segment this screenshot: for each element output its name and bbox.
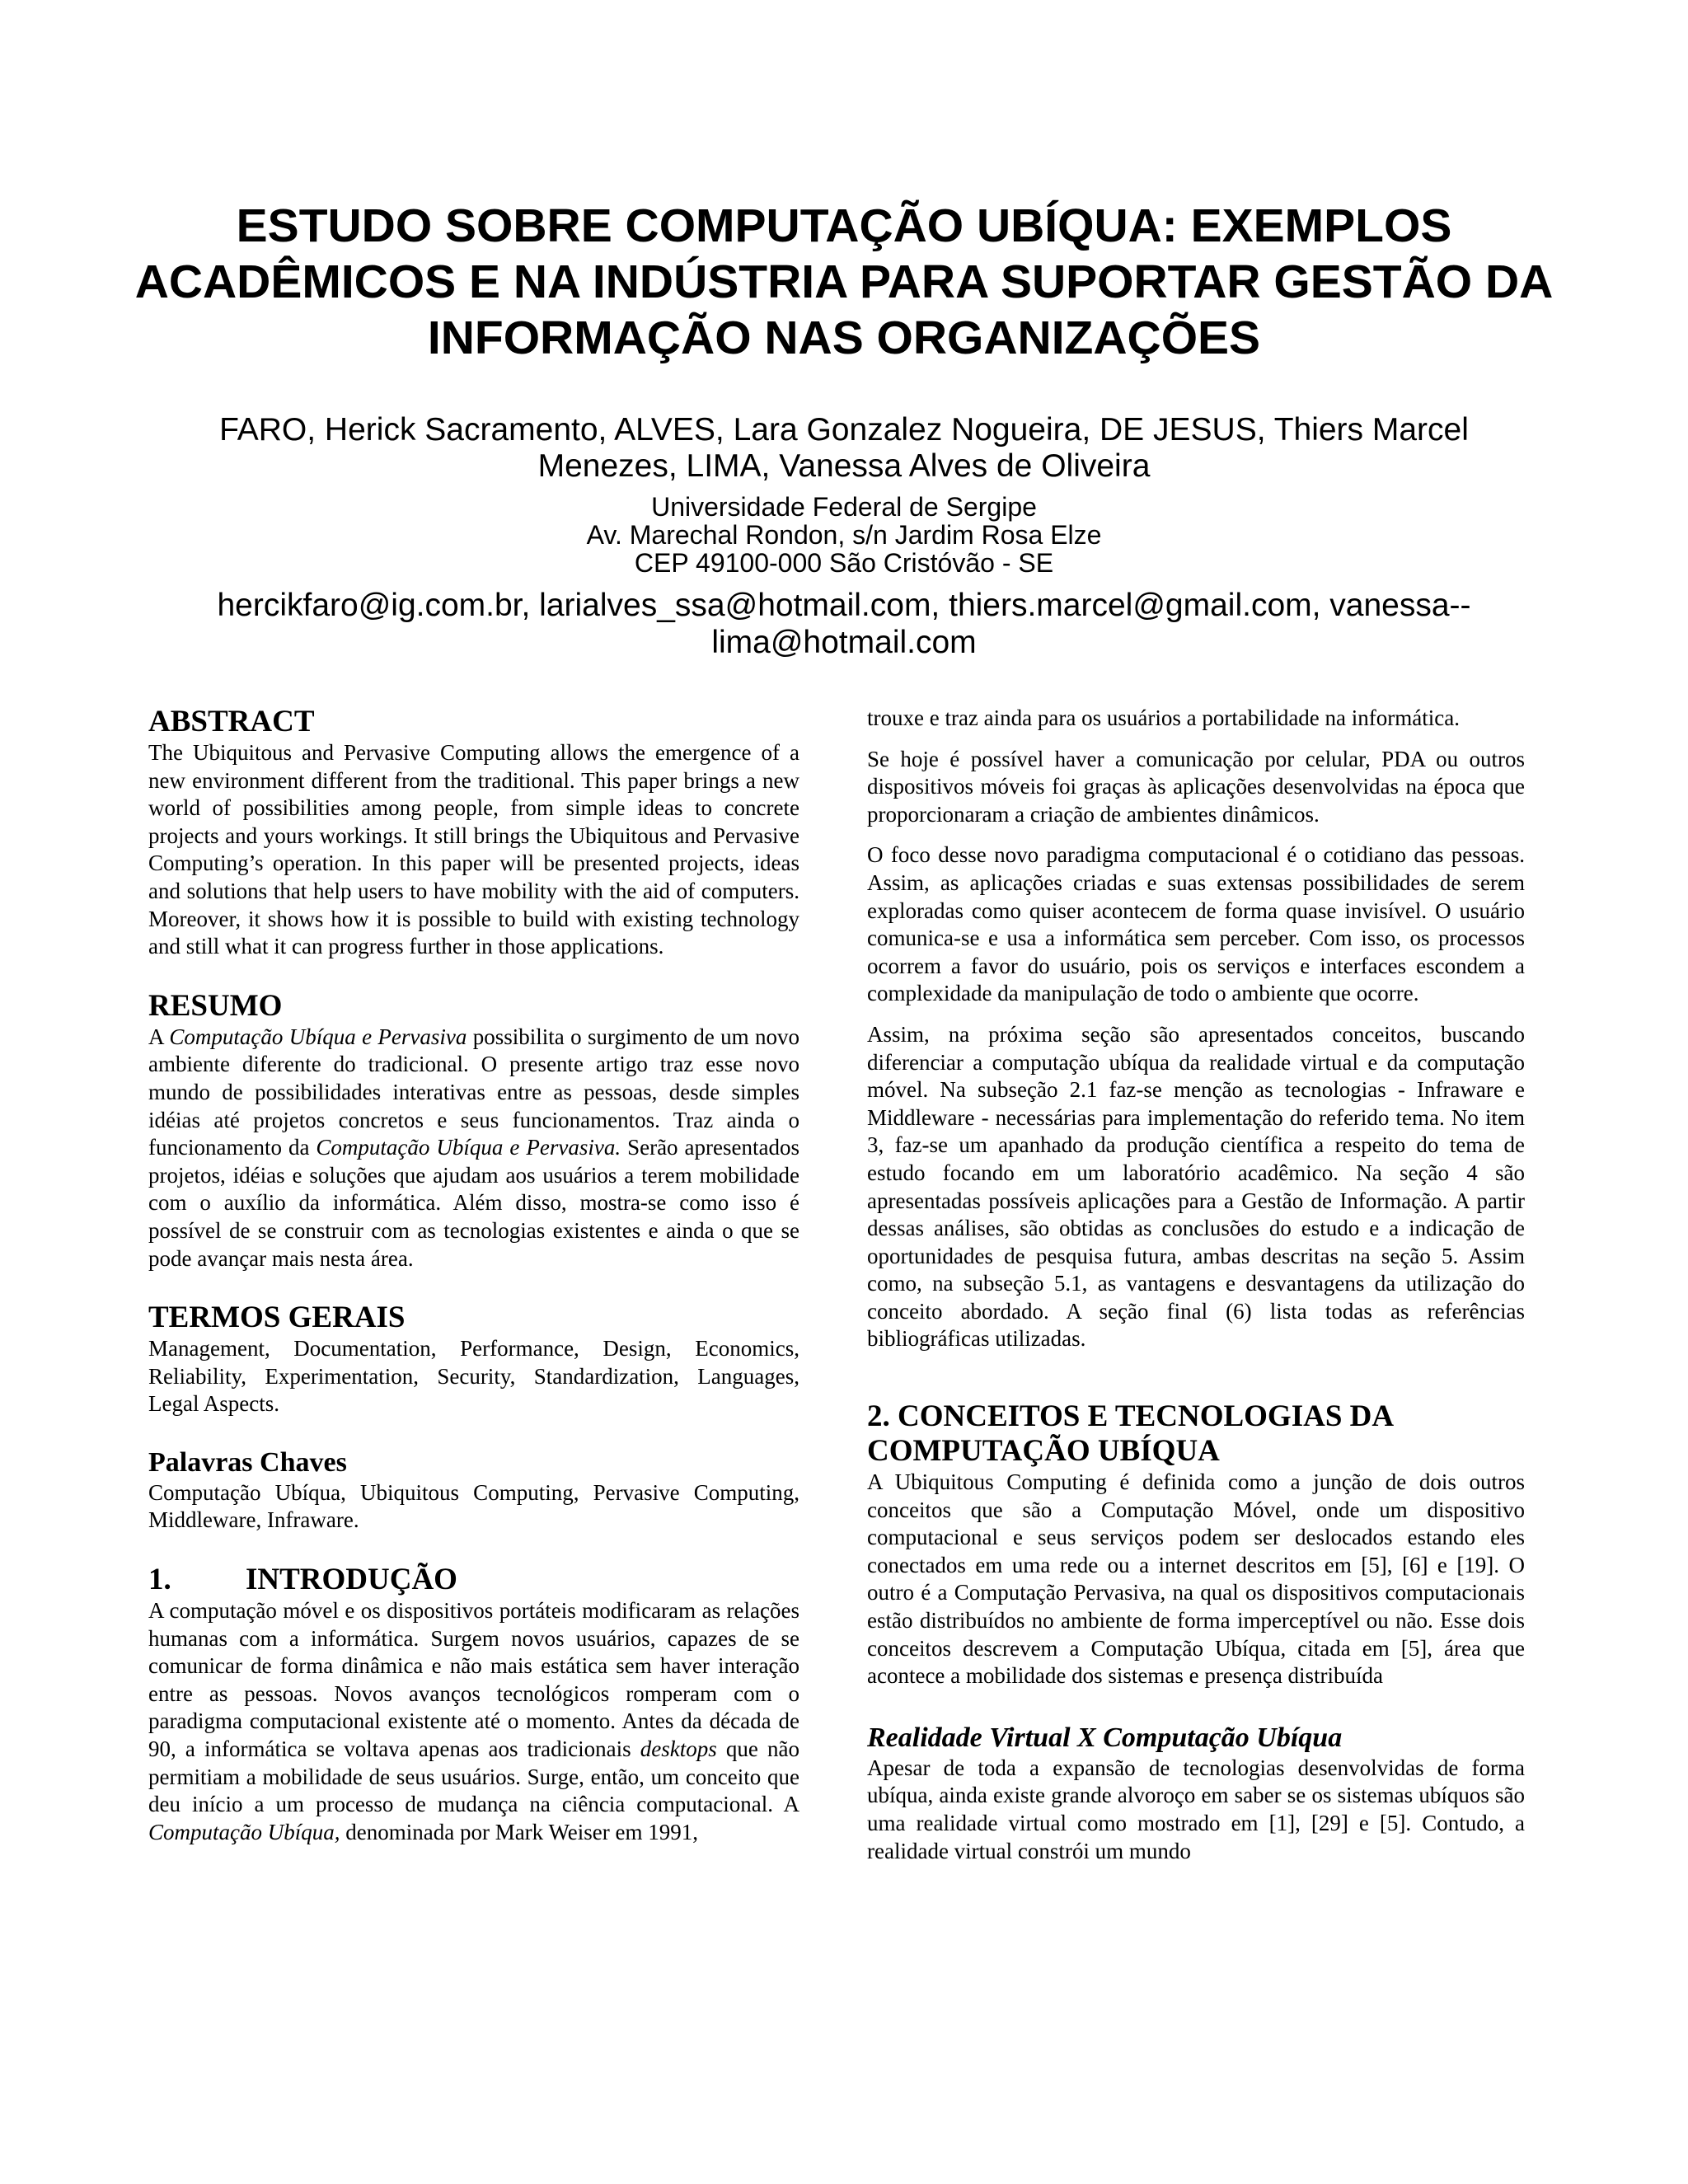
subsection-text: Apesar de toda a expansão de tecnologias desenvolvidas de forma ubíqua, ainda existe grande alvoroço em saber se os sistemas ubíquos são uma realidade virtual como mostrado em [1], [29] e [5]. Contudo, a realidade virtual constrói um mundo [867, 1755, 1525, 1863]
intro-continued-p4: Assim, na próxima seção são apresentados conceitos, buscando diferenciar a computação ubíqua da realidade virtual e da computação móvel. Na subseção 2.1 faz-se menção as tecnologias - Infraware e Middleware - necessárias para implementação do referido tema. No item 3, faz-se um apanhado da produção científica a respeito do tema de estudo focando em um laboratório acadêmico. Na seção 4 são apresentadas possíveis aplicações para a Gestão de Informação. A partir dessas análises, são obtidas as conclusões do estudo e a indicação de oportunidades de pesquisa futura, ambas descritas na seção 5. Assim como, na subseção 5.1, as vantagens e desvantagens da utilização do conceito abordado. A seção final (6) lista todas as referências bibliográficas utilizadas. [867, 1021, 1525, 1352]
intro-continued-p3: O foco desse novo paradigma computacional é o cotidiano das pessoas. Assim, as aplicações criadas e suas extensas possibilidades de serem exploradas como quiser acontecem de forma quase invisível. O usuário comunica-se e usa a informática sem perceber. Com isso, os processos ocorrem a favor do usuário, pois os serviços e interfaces escondem a complexidade da manipulação de todo o ambiente que ocorre. [867, 842, 1525, 1006]
paper-title: ESTUDO SOBRE COMPUTAÇÃO UBÍQUA: EXEMPLOS ACADÊMICOS E NA INDÚSTRIA PARA SUPORTAR GESTÃO DA INFORMAÇÃO NAS ORGANIZAÇÕES [134, 199, 1554, 364]
resumo-heading: RESUMO [148, 988, 283, 1023]
palavras-heading: Palavras Chaves [148, 1446, 347, 1478]
right-column [867, 705, 1525, 1865]
subsection-heading: Realidade Virtual X Computação Ubíqua [867, 1722, 1343, 1753]
intro-continued-p2: Se hoje é possível haver a comunicação por celular, PDA ou outros dispositivos móveis foi graças às aplicações desenvolvidas na época que proporcionaram a criação de ambientes dinâmicos. [867, 746, 1525, 827]
intro-continued-p1: trouxe e traz ainda para os usuários a portabilidade na informática. [867, 705, 1460, 730]
intro-text: A computação móvel e os dispositivos portáteis modificaram as relações humanas com a informática. Surgem novos usuários, capazes de se comunicar de forma dinâmica e não mais estática sem haver interação entre as pessoas. Novos avanços tecnológicos romperam com o paradigma computacional existente até o momento. Antes da década de 90, a informática se voltava apenas aos tradicionais desktops que não permitiam a mobilidade de seus usuários. Surge, então, um conceito que deu início a um processo de mudança na ciência computacional. A Computação Ubíqua, denominada por Mark Weiser em 1991, [148, 1598, 800, 1844]
intro-title: INTRODUÇÃO [246, 1563, 457, 1597]
affiliation-block [330, 493, 1358, 577]
termos-heading: TERMOS GERAIS [148, 1301, 406, 1335]
section-2-heading: 2. CONCEITOS E TECNOLOGIAS DA COMPUTAÇÃO UBÍQUA [867, 1399, 1395, 1469]
left-column [148, 705, 799, 1846]
resumo-text: A Computação Ubíqua e Pervasiva possibilita o surgimento de um novo ambiente diferente do tradicional. O presente artigo traz esse novo mundo de possibilidades interativas entre as pessoas, desde simples idéias até projetos concretos e seus funcionamentos. Traz ainda o funcionamento da Computação Ubíqua e Pervasiva. Serão apresentados projetos, idéias e soluções que ajudam aos usuários a terem mobilidade com o auxílio da informática. Além disso, mostra-se como isso é possível de se construir com as tecnologias existentes e ainda o que se pode avançar mais nesta área. [148, 1024, 800, 1271]
author-emails: hercikfaro@ig.com.br, larialves_ssa@hotmail.com, thiers.marcel@gmail.com, vanessa--lima@hotmail.com [217, 588, 1471, 660]
author-list: FARO, Herick Sacramento, ALVES, Lara Gonzalez Nogueira, DE JESUS, Thiers Marcel Menezes, LIMA, Vanessa Alves de Oliveira [219, 412, 1469, 484]
abstract-text: The Ubiquitous and Pervasive Computing allows the emergence of a new environment different from the traditional. This paper brings a new world of possibilities among people, from simple ideas to concrete projects and yours workings. It still brings the Ubiquitous and Pervasive Computing’s operation. In this paper will be presented projects, ideas and solutions that help users to have mobility with the aid of computers. Moreover, it shows how it is possible to build with existing technology and still what it can progress further in those applications. [148, 740, 799, 959]
abstract-heading: ABSTRACT [148, 705, 315, 738]
termos-text: Management, Documentation, Performance, Design, Economics, Reliability, Experimentation, Security, Standardization, Languages, Legal Aspects. [148, 1336, 799, 1417]
palavras-text: Computação Ubíqua, Ubiquitous Computing, Pervasive Computing, Middleware, Infraware. [148, 1479, 799, 1533]
affiliation-cep: CEP 49100-000 São Cristóvão - SE [634, 548, 1054, 578]
affiliation-address: Av. Marechal Rondon, s/n Jardim Rosa Elze [586, 520, 1102, 550]
intro-number: 1. [148, 1563, 171, 1597]
affiliation-university: Universidade Federal de Sergipe [651, 492, 1037, 522]
intro-heading [148, 1563, 799, 1597]
section-2-text: A Ubiquitous Computing é definida como a junção de dois outros conceitos que são a Computação Móvel, onde um dispositivo computacional e seus serviços podem ser deslocados estando eles conectados em uma rede ou a internet descritos em [5], [6] e [19]. O outro é a Computação Pervasiva, na qual os dispositivos computacionais estão distribuídos no ambiente de forma imperceptível ou não. Esse dois conceitos descrevem a Computação Ubíqua, citada em [5], área que acontece a mobilidade dos sistemas e presença distribuída [867, 1469, 1525, 1689]
